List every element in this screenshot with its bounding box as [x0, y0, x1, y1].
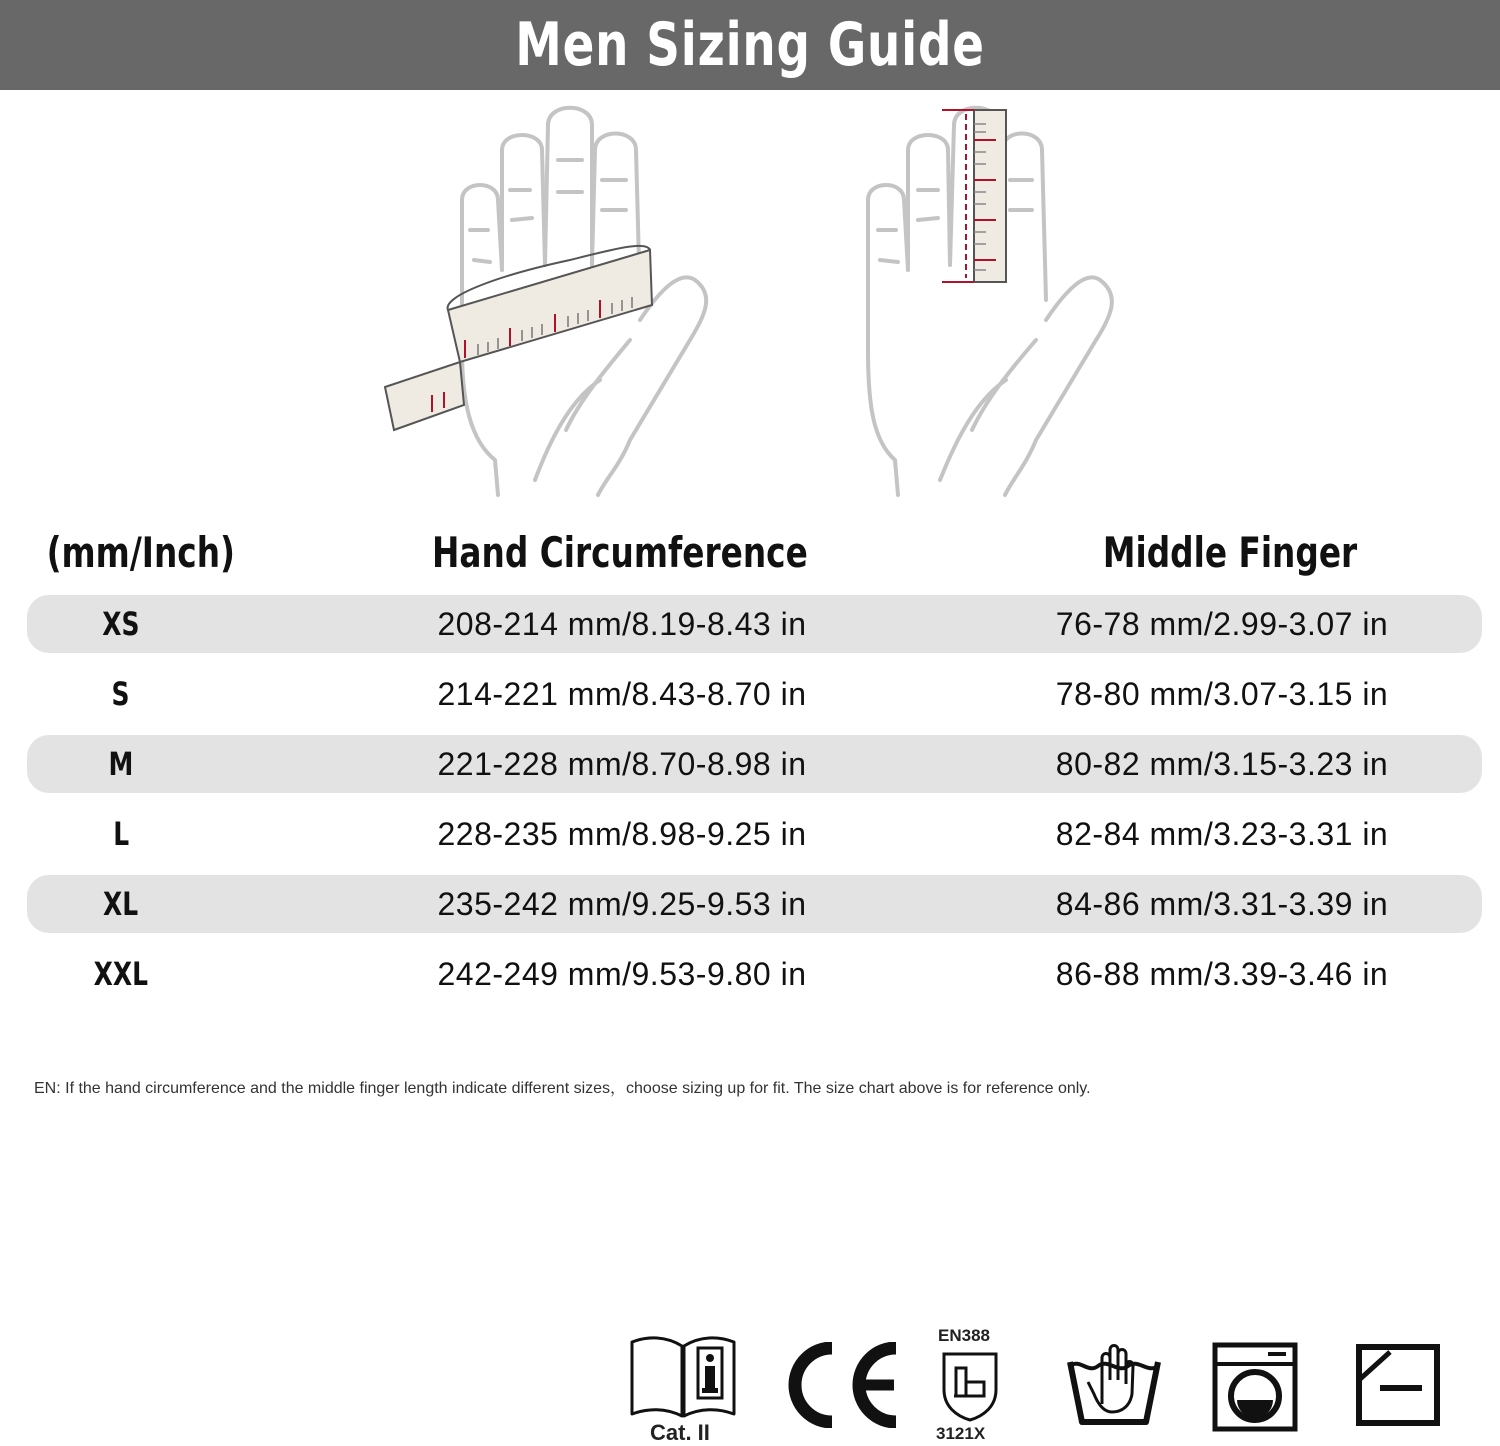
middle-finger-illustration [850, 100, 1130, 500]
dry-flat-icon [1356, 1344, 1440, 1426]
size-cell: XXL [93, 955, 149, 993]
finger-cell: 84-86 mm/3.31-3.39 in [1055, 885, 1389, 922]
size-cell: S [112, 675, 130, 713]
size-cell: XS [102, 605, 140, 643]
hand-wash-icon [1066, 1344, 1162, 1426]
en388-rating-label: 3121X [936, 1424, 986, 1443]
hand-circumference-illustration [370, 100, 730, 500]
table-row [27, 875, 1482, 933]
hand-cell: 242-249 mm/9.53-9.80 in [437, 955, 807, 992]
hand-cell: 208-214 mm/8.19-8.43 in [437, 605, 807, 642]
size-cell: M [108, 745, 134, 783]
ce-mark-icon [782, 1342, 904, 1428]
hand-cell: 228-235 mm/8.98-9.25 in [437, 815, 807, 852]
hand-cell: 221-228 mm/8.70-8.98 in [437, 745, 807, 782]
table-row [27, 665, 1482, 723]
info-manual-icon [628, 1332, 738, 1420]
table-row [27, 735, 1482, 793]
sizing-note: EN: If the hand circumference and the middle finger length indicate different sizes，choose sizing up for fit. The size chart above is for reference only. [34, 1080, 1091, 1097]
finger-cell: 86-88 mm/3.39-3.46 in [1055, 955, 1389, 992]
size-cell: L [113, 815, 129, 853]
hand-cell: 214-221 mm/8.43-8.70 in [437, 675, 807, 712]
finger-cell: 80-82 mm/3.15-3.23 in [1055, 745, 1389, 782]
size-table [27, 595, 1482, 1015]
manual-category-label: Cat. II [650, 1420, 710, 1445]
en388-shield-icon [940, 1350, 1000, 1422]
middle-finger-header: Middle Finger [1102, 528, 1358, 577]
title-banner [0, 0, 1500, 90]
finger-cell: 82-84 mm/3.23-3.31 in [1055, 815, 1389, 852]
table-row [27, 945, 1482, 1003]
hand-circumference-header: Hand Circumference [432, 528, 808, 577]
table-row [27, 595, 1482, 653]
finger-cell: 76-78 mm/2.99-3.07 in [1055, 605, 1389, 642]
unit-header: (mm/Inch) [46, 528, 236, 577]
page-title: Men Sizing Guide [515, 10, 985, 80]
washing-machine-icon [1212, 1342, 1298, 1432]
finger-cell: 78-80 mm/3.07-3.15 in [1055, 675, 1389, 712]
size-cell: XL [103, 885, 139, 923]
table-row [27, 805, 1482, 863]
en388-standard-label: EN388 [938, 1326, 990, 1345]
hand-cell: 235-242 mm/9.25-9.53 in [437, 885, 807, 922]
care-icons-row [620, 1320, 1460, 1445]
